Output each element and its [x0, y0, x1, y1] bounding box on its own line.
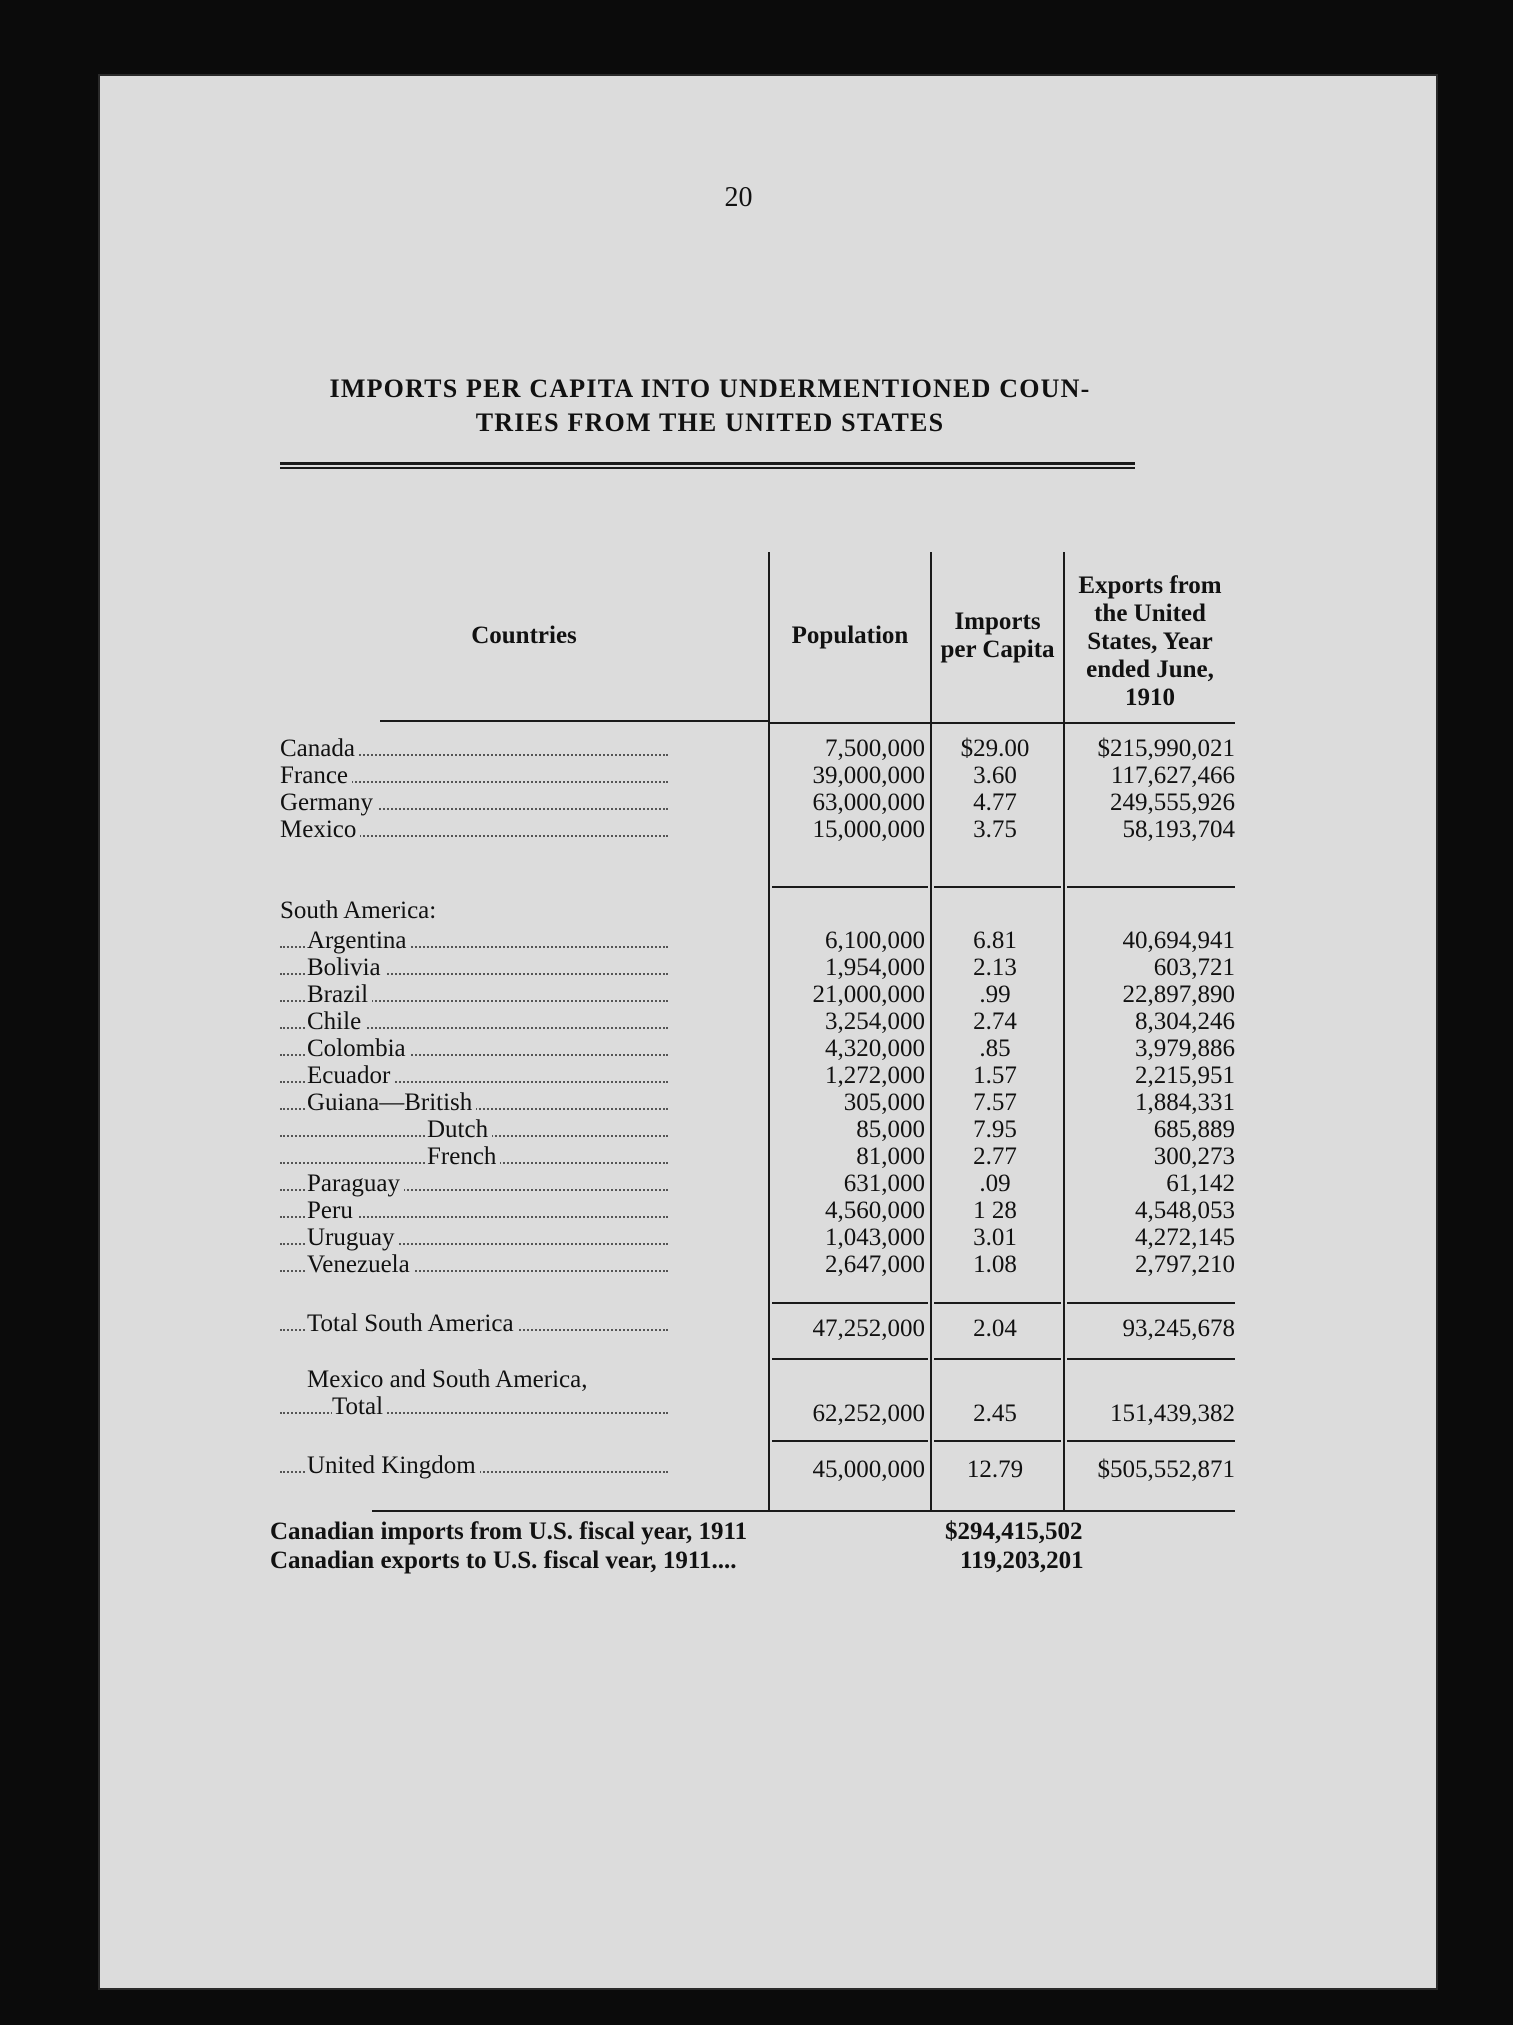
- table-cell-population: 4,320,000: [825, 1035, 925, 1062]
- header-underline-values: [768, 722, 1235, 724]
- header-countries: Countries: [471, 622, 577, 649]
- table-row-label: Uruguay: [280, 1224, 680, 1251]
- table-cell-population: 1,272,000: [825, 1062, 925, 1089]
- table-cell-imports: 3.75: [973, 816, 1017, 843]
- page-title: [280, 372, 1140, 440]
- table-cell-imports: 7.95: [973, 1116, 1017, 1143]
- table-row-label: Argentina: [280, 927, 680, 954]
- table-cell-imports: 3.60: [973, 762, 1017, 789]
- table-cell-imports: 2.13: [973, 954, 1017, 981]
- table-cell-exports: 151,439,382: [1110, 1400, 1235, 1427]
- table-cell-population: 15,000,000: [812, 816, 925, 843]
- header-imports: Imports per Capita: [940, 608, 1055, 663]
- total-rule-imports: [934, 1302, 1061, 1304]
- table-cell-exports: 4,272,145: [1135, 1224, 1235, 1251]
- table-cell-population: 45,000,000: [812, 1456, 925, 1483]
- header-exports: Exports from the United States, Year ended June, 1910: [1078, 572, 1222, 711]
- table-row-label: French: [280, 1143, 680, 1170]
- total-rule-3-imports: [934, 1440, 1061, 1442]
- table-cell-imports: 2.74: [973, 1008, 1017, 1035]
- table-row-label: Brazil: [280, 981, 680, 1008]
- total-rule-population: [772, 1302, 928, 1304]
- table-row-label: Colombia: [280, 1035, 680, 1062]
- table-row-label: Mexico: [280, 816, 680, 843]
- table-cell-population: 47,252,000: [812, 1315, 925, 1342]
- table-cell-exports: 61,142: [1166, 1170, 1235, 1197]
- total-rule-3-exports: [1067, 1440, 1235, 1442]
- table-cell-exports: 22,897,890: [1122, 981, 1235, 1008]
- table-cell-exports: 1,884,331: [1135, 1089, 1235, 1116]
- table-row-label: Venezuela: [280, 1251, 680, 1278]
- table-row-label: Germany: [280, 789, 680, 816]
- table-cell-population: 63,000,000: [812, 789, 925, 816]
- section-rule-imports: [934, 886, 1061, 888]
- table-cell-imports: 1.08: [973, 1251, 1017, 1278]
- table-cell-population: 21,000,000: [812, 981, 925, 1008]
- table-cell-imports: .85: [979, 1035, 1011, 1062]
- table-cell-population: 305,000: [843, 1089, 925, 1116]
- table-cell-population: 2,647,000: [825, 1251, 925, 1278]
- table-cell-exports: 300,273: [1153, 1143, 1235, 1170]
- table-cell-exports: 117,627,466: [1110, 762, 1235, 789]
- table-cell-exports: 8,304,246: [1135, 1008, 1235, 1035]
- table-cell-exports: 2,797,210: [1135, 1251, 1235, 1278]
- table-cell-exports: 2,215,951: [1135, 1062, 1235, 1089]
- table-cell-imports: 12.79: [966, 1456, 1024, 1483]
- table-row-label: Peru: [280, 1197, 680, 1224]
- table-cell-population: 631,000: [843, 1170, 925, 1197]
- table-cell-exports: 58,193,704: [1122, 816, 1235, 843]
- table-cell-population: 85,000: [856, 1116, 925, 1143]
- table-row-label: Dutch: [280, 1116, 680, 1143]
- table-cell-exports: 603,721: [1153, 954, 1235, 981]
- title-line-1: IMPORTS PER CAPITA INTO UNDERMENTIONED COUN-: [329, 374, 1091, 403]
- table-cell-imports: 1 28: [973, 1197, 1017, 1224]
- table-cell-exports: $215,990,021: [1097, 735, 1235, 762]
- title-line-2: TRIES FROM THE UNITED STATES: [475, 408, 945, 437]
- table-row-label-line2: Total: [280, 1393, 680, 1420]
- total-rule-2-exports: [1067, 1358, 1235, 1360]
- table-cell-exports: 3,979,886: [1135, 1035, 1235, 1062]
- table-row-label: Chile: [280, 1008, 680, 1035]
- table-cell-imports: .09: [979, 1170, 1011, 1197]
- table-cell-imports: 2.04: [973, 1315, 1017, 1342]
- table-cell-population: 6,100,000: [825, 927, 925, 954]
- table-cell-population: 81,000: [856, 1143, 925, 1170]
- table-row-label: Ecuador: [280, 1062, 680, 1089]
- table-row-label: Bolivia: [280, 954, 680, 981]
- table-row-label: Guiana—British: [280, 1089, 680, 1116]
- table-row-label: United Kingdom: [280, 1452, 680, 1479]
- table-row-label: France: [280, 762, 680, 789]
- table-row-label: Canada: [280, 735, 680, 762]
- section-heading-south-america: South America:: [280, 897, 680, 924]
- table-bottom-rule: [372, 1510, 1235, 1512]
- title-double-rule: [280, 462, 1135, 469]
- section-rule-exports: [1067, 886, 1235, 888]
- table-cell-imports: 2.45: [973, 1400, 1017, 1427]
- footnote-canadian-exports: Canadian exports to U.S. fiscal vear, 1911.... 119,203,201: [270, 1547, 1084, 1574]
- table-cell-population: 62,252,000: [812, 1400, 925, 1427]
- table-row-label: Total South America: [280, 1310, 680, 1337]
- table-cell-population: 7,500,000: [825, 735, 925, 762]
- total-rule-2-imports: [934, 1358, 1061, 1360]
- table-cell-population: 4,560,000: [825, 1197, 925, 1224]
- table-cell-exports: 685,889: [1153, 1116, 1235, 1143]
- table-cell-imports: 6.81: [973, 927, 1017, 954]
- table-cell-population: 1,043,000: [825, 1224, 925, 1251]
- total-rule-3-population: [772, 1440, 928, 1442]
- page-number: 20: [724, 182, 753, 213]
- table-cell-population: 3,254,000: [825, 1008, 925, 1035]
- table-cell-imports: 2.77: [973, 1143, 1017, 1170]
- table-cell-exports: $505,552,871: [1097, 1456, 1235, 1483]
- table-cell-imports: 3.01: [973, 1224, 1017, 1251]
- table-cell-imports: 7.57: [973, 1089, 1017, 1116]
- table-cell-imports: $29.00: [960, 735, 1030, 762]
- footnote-canadian-imports: Canadian imports from U.S. fiscal year, 1911 $294,415,502: [270, 1518, 1083, 1545]
- header-population: Population: [791, 622, 909, 649]
- table-cell-imports: 4.77: [973, 789, 1017, 816]
- total-rule-exports: [1067, 1302, 1235, 1304]
- header-underline-countries: [380, 720, 768, 722]
- table-cell-exports: 40,694,941: [1122, 927, 1235, 954]
- table-row-label: Paraguay: [280, 1170, 680, 1197]
- table-cell-population: 39,000,000: [812, 762, 925, 789]
- table-cell-exports: 4,548,053: [1135, 1197, 1235, 1224]
- table-cell-exports: 249,555,926: [1110, 789, 1235, 816]
- table-cell-imports: .99: [979, 981, 1011, 1008]
- table-cell-imports: 1.57: [973, 1062, 1017, 1089]
- table-cell-population: 1,954,000: [825, 954, 925, 981]
- table-row-label-line1: Mexico and South America,: [280, 1366, 680, 1393]
- total-rule-2-population: [772, 1358, 928, 1360]
- section-rule-population: [772, 886, 928, 888]
- table-cell-exports: 93,245,678: [1122, 1315, 1235, 1342]
